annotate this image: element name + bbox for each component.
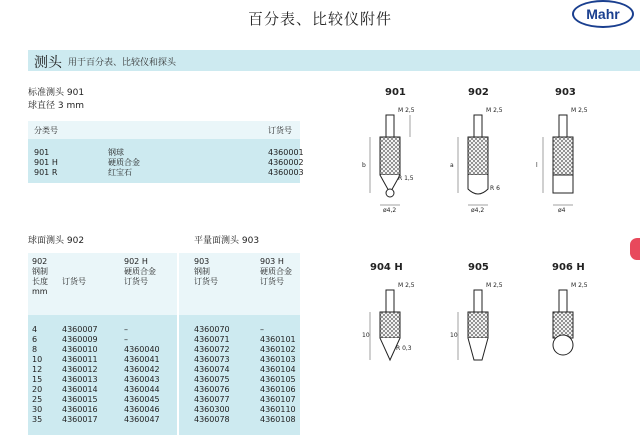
hdr-902h: 902 H (124, 257, 148, 266)
std-row-code: 901 R (34, 168, 58, 177)
row-903: 4360075 (194, 375, 230, 384)
row-902h: 4360042 (124, 365, 160, 374)
row-903h: 4360107 (260, 395, 296, 404)
std-table (28, 121, 304, 183)
section-banner (28, 50, 640, 71)
dim-902-d: ø4,2 (471, 207, 485, 214)
row-903h: 4360110 (260, 405, 296, 414)
page-tab-marker (630, 238, 640, 260)
row-902: 4360016 (62, 405, 98, 414)
row-903h: 4360103 (260, 355, 296, 364)
hdr-order2-903: 订货号 (260, 277, 284, 286)
hdr-mm: mm (32, 287, 48, 296)
row-902h: 4360046 (124, 405, 160, 414)
std-col-order: 订货号 (268, 126, 292, 135)
row-903h: 4360102 (260, 345, 296, 354)
row-902: 4360012 (62, 365, 98, 374)
hdr-order2: 订货号 (124, 277, 148, 286)
row-902: 4360013 (62, 375, 98, 384)
dim-902-m: M 2,5 (486, 107, 503, 114)
row-903: 4360078 (194, 415, 230, 424)
dim-903-l: l (536, 162, 538, 169)
std-row-order: 4360002 (268, 158, 304, 167)
row-903h: 4360104 (260, 365, 296, 374)
std-row-order: 4360003 (268, 168, 304, 177)
dim-904h-m: M 2,5 (398, 282, 415, 289)
row-903: 4360070 (194, 325, 230, 334)
row-length: 4 (32, 325, 38, 334)
row-length: 12 (32, 365, 43, 374)
dim-901-d: ø4,2 (383, 207, 397, 214)
row-length: 35 (32, 415, 43, 424)
row-length: 20 (32, 385, 43, 394)
hdr-carbide: 硬质合金 (124, 267, 156, 276)
dim-901-b: b (362, 162, 366, 169)
table-divider (177, 253, 179, 435)
row-length: 30 (32, 405, 43, 414)
row-902: 4360017 (62, 415, 98, 424)
probe-901-drawing (370, 115, 410, 205)
row-902h: 4360047 (124, 415, 160, 424)
row-902: 4360015 (62, 395, 98, 404)
std-row-code: 901 (34, 148, 50, 157)
probe-drawings (340, 75, 640, 435)
dim-903-m: M 2,5 (571, 107, 588, 114)
row-903: 4360071 (194, 335, 230, 344)
drawing-label-902: 902 (468, 87, 489, 98)
drawing-label-904h: 904 H (370, 262, 403, 273)
hdr-902: 902 (32, 257, 48, 266)
hdr-steel-903: 钢制 (194, 267, 210, 276)
row-903h: 4360106 (260, 385, 296, 394)
row-903: 4360072 (194, 345, 230, 354)
row-902: 4360009 (62, 335, 98, 344)
row-length: 10 (32, 355, 43, 364)
std-row-material: 硬质合金 (108, 158, 140, 167)
brand-name: Mahr (586, 6, 620, 22)
row-902: 4360010 (62, 345, 98, 354)
dim-901-r: R 1,5 (398, 175, 414, 182)
row-903: 4360300 (194, 405, 230, 414)
drawing-label-903: 903 (555, 87, 576, 98)
hdr-carbide-903: 硬质合金 (260, 267, 292, 276)
hdr-903: 903 (194, 257, 210, 266)
hdr-order: 订货号 (62, 277, 86, 286)
row-903h: 4360101 (260, 335, 296, 344)
row-903h: 4360108 (260, 415, 296, 424)
dim-906h-m: M 2,5 (571, 282, 588, 289)
row-903: 4360073 (194, 355, 230, 364)
row-902h: – (124, 335, 128, 344)
row-903h: – (260, 325, 264, 334)
hdr-903h: 903 H (260, 257, 284, 266)
dim-904h-r: R 0,3 (396, 345, 412, 352)
std-ball-diameter: 球直径 3 mm (28, 101, 84, 111)
std-row-code: 901 H (34, 158, 58, 167)
dim-905-len: 10 (450, 332, 458, 339)
row-902h: 4360041 (124, 355, 160, 364)
drawing-label-905: 905 (468, 262, 489, 273)
row-902h: 4360040 (124, 345, 160, 354)
row-902h: – (124, 325, 128, 334)
row-903: 4360076 (194, 385, 230, 394)
drawing-label-901: 901 (385, 87, 406, 98)
std-row-material: 红宝石 (108, 168, 132, 177)
row-903: 4360077 (194, 395, 230, 404)
lengths-table (28, 253, 300, 435)
section-heading: 测头 (34, 55, 62, 71)
row-902h: 4360045 (124, 395, 160, 404)
std-table-header (28, 121, 300, 139)
hdr-length: 长度 (32, 277, 48, 286)
row-length: 15 (32, 375, 43, 384)
row-902: 4360011 (62, 355, 98, 364)
row-length: 6 (32, 335, 38, 344)
ball902-title: 球面测头 902 (28, 236, 85, 246)
flat903-title: 平量面测头 903 (194, 236, 260, 246)
std-title: 标准测头 901 (28, 88, 85, 98)
std-row-order: 4360001 (268, 148, 304, 157)
probe-902-drawing (458, 115, 488, 205)
probe-905-drawing (458, 290, 488, 360)
dim-901-m: M 2,5 (398, 107, 415, 114)
drawing-label-906h: 906 H (552, 262, 585, 273)
probe-903-drawing (543, 115, 573, 205)
hdr-steel: 钢制 (32, 267, 48, 276)
dim-903-d: ø4 (558, 207, 566, 214)
row-902: 4360007 (62, 325, 98, 334)
dim-902-r: R 6 (490, 185, 500, 192)
hdr-order-903: 订货号 (194, 277, 218, 286)
row-902h: 4360043 (124, 375, 160, 384)
probe-906h-drawing (553, 290, 573, 355)
dim-904h-len: 10 (362, 332, 370, 339)
std-col-code: 分类号 (34, 126, 58, 135)
page-title: 百分表、比较仪附件 (247, 10, 392, 28)
row-902h: 4360044 (124, 385, 160, 394)
row-length: 25 (32, 395, 43, 404)
row-903h: 4360105 (260, 375, 296, 384)
row-902: 4360014 (62, 385, 98, 394)
dim-905-m: M 2,5 (486, 282, 503, 289)
dim-902-a: a (450, 162, 454, 169)
row-903: 4360074 (194, 365, 230, 374)
section-subheading: 用于百分表、比较仪和探头 (68, 58, 177, 68)
brand-logo (572, 0, 634, 28)
row-length: 8 (32, 345, 38, 354)
std-row-material: 钢球 (108, 148, 124, 157)
